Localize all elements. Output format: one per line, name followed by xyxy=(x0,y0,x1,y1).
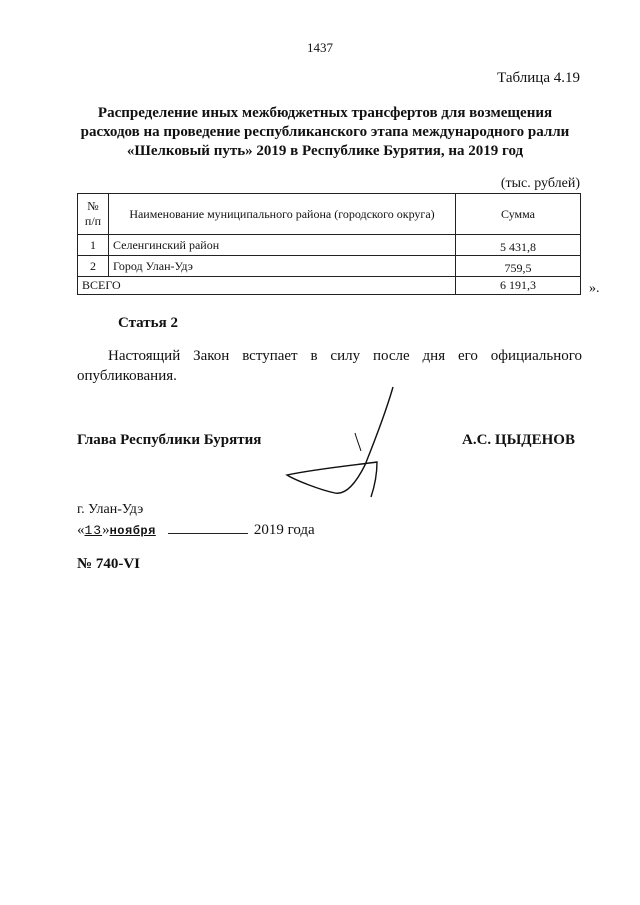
table-row xyxy=(78,235,581,256)
table-total-row xyxy=(78,277,581,295)
total-label: ВСЕГО xyxy=(78,277,456,295)
row-number: 2 xyxy=(78,256,109,277)
units-note: (тыс. рублей) xyxy=(500,176,580,191)
header-number: № п/п xyxy=(78,194,109,235)
table-title: Распределение иных межбюджетных трансфертов для возмещения расходов на проведение республиканского этапа международного ралли «Шелковый путь» 2019 в Республике Бурятия, на 2019 год xyxy=(80,105,570,159)
date-open-quote: « xyxy=(77,522,85,538)
signatory-name: А.С. ЦЫДЕНОВ xyxy=(462,432,575,448)
transfers-table xyxy=(77,193,581,295)
header-name: Наименование муниципального района (городского округа) xyxy=(109,194,456,235)
date-blank-line xyxy=(168,521,248,534)
closing-quote: ». xyxy=(589,281,600,296)
date-month: ноября xyxy=(109,524,156,538)
row-name: Селенгинский район xyxy=(109,235,456,256)
date-close-quote: » xyxy=(102,522,110,538)
law-number: № 740-VI xyxy=(77,556,140,572)
date-year: 2019 года xyxy=(253,522,315,538)
article-title: Статья 2 xyxy=(118,315,178,331)
row-sum: 759,5 xyxy=(456,256,581,277)
table-label: Таблица 4.19 xyxy=(497,70,580,86)
article-text: Настоящий Закон вступает в силу после дня его официального опубликования. xyxy=(77,348,582,384)
signing-date xyxy=(77,521,315,539)
header-sum: Сумма xyxy=(456,194,581,235)
page-number: 1437 xyxy=(307,40,333,55)
place: г. Улан-Удэ xyxy=(77,502,144,517)
row-sum: 5 431,8 xyxy=(456,235,581,256)
date-day: 13 xyxy=(84,523,103,538)
row-name: Город Улан-Удэ xyxy=(109,256,456,277)
row-number: 1 xyxy=(78,235,109,256)
table-row xyxy=(78,256,581,277)
signatory-position: Глава Республики Бурятия xyxy=(77,432,262,448)
table-header-row xyxy=(78,194,581,235)
total-sum: 6 191,3 xyxy=(456,277,581,295)
signature xyxy=(285,385,415,510)
